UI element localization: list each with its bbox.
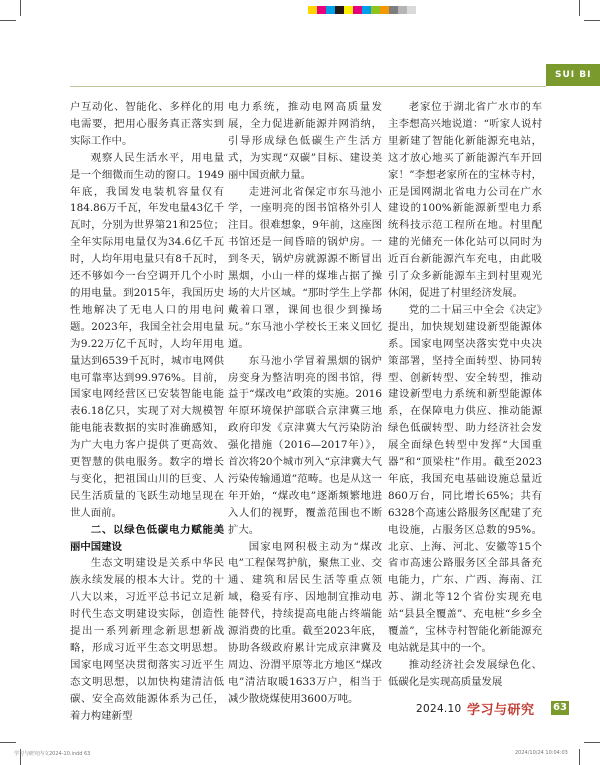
crop-mark bbox=[579, 749, 580, 765]
section-tab: SUI BI bbox=[546, 64, 600, 86]
color-swatch bbox=[326, 6, 335, 14]
crop-mark bbox=[0, 20, 16, 21]
body-paragraph: 国家电网积极主动为“煤改电”工程保驾护航，聚焦工业、交通、建筑和居民生活等重点领域，稳妥有序、因地制宜推动电能替代，持续提高电能占终端能源消费的比重。截至2023年底，协助各级政府累计完成京津冀及周边、汾渭平原等北方地区“煤改电”清洁取暖1633万户，相当于减少散烧煤使用3600万吨。 bbox=[228, 540, 382, 705]
issue-date: 2024.10 bbox=[416, 703, 462, 715]
color-swatch bbox=[371, 6, 380, 14]
color-swatch bbox=[353, 6, 362, 14]
body-paragraph: 东马池小学冒着黑烟的锅炉房变身为整洁明亮的图书馆，得益于“煤改电”政策的实施。2016年原环境保护部联合京津冀三地政府印发《京津冀大气污染防治强化措施（2016—2017年）》，首次将20个城市列入“京津冀大气污染传输通道”范畴。也是从这一年开始，“煤改电”逐渐频繁地进入人们的视野，覆盖范围也不断扩大。 bbox=[228, 354, 382, 536]
body-paragraph: 户互动化、智能化、多样化的用电需要，把用心服务真正落实到实际工作中。 bbox=[70, 101, 224, 147]
color-swatch bbox=[308, 6, 317, 14]
body-paragraph: 推动经济社会发展绿色化、低碳化是实现高质量发展 bbox=[388, 658, 542, 688]
color-swatch bbox=[398, 6, 407, 14]
article-column-3 bbox=[388, 99, 542, 749]
crop-mark bbox=[20, 0, 21, 16]
color-swatch bbox=[344, 6, 353, 14]
section-heading: 二、以绿色低碳电力赋能美丽中国建设 bbox=[70, 523, 224, 553]
print-slug-file: 学习与研究内文2024-10.indd 63 bbox=[14, 751, 91, 757]
crop-mark bbox=[0, 742, 16, 743]
crop-mark bbox=[584, 20, 600, 21]
color-swatch bbox=[380, 6, 389, 14]
article-column-2 bbox=[228, 99, 382, 749]
color-swatch bbox=[416, 6, 425, 14]
print-slug-timestamp: 2024/10/24 10:04:03 bbox=[515, 750, 568, 756]
color-swatch bbox=[407, 6, 416, 14]
body-paragraph: 观察人民生活水平，用电量是一个细微而生动的窗口。1949年底，我国发电装机容量仅有184.86万千瓦，年发电量43亿千瓦时，分别为世界第21和25位；全年实际用电量仅为34.6亿千瓦时，人均年用电量只有8千瓦时，还不够如今一台空调开几个小时的用电量。到2015年，我国历史性地解决了无电人口的用电问题。2023年，我国全社会用电量为9.22万亿千瓦时，人均年用电量达到6539千瓦时，城市电网供电可靠率达到99.976%。目前，国家电网经营区已安装智能电能表6.18亿只，实现了对大规模智能电能表数据的实时准确感知，为广大电力客户提供了更高效、更智慧的供电服务。数字的增长与变化，把祖国山川的巨变、人民生活质量的飞跃生动地呈现在世人面前。 bbox=[70, 151, 224, 519]
body-paragraph: 走进河北省保定市东马池小学，一座明亮的图书馆格外引人注目。很难想象，9年前，这座图书馆还是一间昏暗的锅炉房。一到冬天，锅炉房就源源不断冒出黑烟，小山一样的煤堆占据了操场的大片区域。“那时学生上学都戴着口罩，课间也很少到操场玩。”东马池小学校长王来义回忆道。 bbox=[228, 185, 382, 350]
color-calibration-bar bbox=[308, 6, 425, 14]
crop-mark bbox=[579, 0, 580, 16]
color-swatch bbox=[389, 6, 398, 14]
color-swatch bbox=[362, 6, 371, 14]
body-paragraph: 电力系统，推动电网高质量发展，全力促进新能源并网消纳，引导形成绿色低碳生产生活方式，为实现“双碳”目标、建设美丽中国贡献力量。 bbox=[228, 101, 382, 181]
body-paragraph: 生态文明建设是关系中华民族永续发展的根本大计。党的十八大以来，习近平总书记立足新时代生态文明建设实际，创造性提出一系列新理念新思想新战略，形成习近平生态文明思想。国家电网坚决贯彻落实习近平生态文明思想，以加快构建清洁低碳、安全高效能源体系为己任，着力构建新型 bbox=[70, 557, 224, 722]
crop-mark bbox=[584, 742, 600, 743]
article-column-1 bbox=[70, 99, 224, 749]
magazine-logo: 学习与研究 bbox=[467, 703, 535, 718]
color-swatch bbox=[317, 6, 326, 14]
page-number: 63 bbox=[553, 702, 567, 713]
body-paragraph: 党的二十届三中全会《决定》提出，加快规划建设新型能源体系。国家电网坚决落实党中央决策部署，坚持全面转型、协同转型、创新转型、安全转型，推动建设新型电力系统和新型能源体系，在保障电力供应、推动能源绿色低碳转型、助力经济社会发展全面绿色转型中发挥“大国重器”和“顶梁柱”作用。截至2023年底，我国充电基础设施总量近860万台，同比增长65%；共有6328个高速公路服务区配建了充电设施，占服务区总数的95%。北京、上海、河北、安徽等15个省市高速公路服务区全部具备充电能力，广东、广西、海南、江苏、湖北等12个省份实现充电站“县县全覆盖”、充电桩“乡乡全覆盖”，宝林寺村智能化新能源充电站就是其中的一个。 bbox=[388, 303, 542, 654]
body-paragraph: 老家位于湖北省广水市的车主李想高兴地说道：“听家人说村里新建了智能化新能源充电站，这才放心地买了新能源汽车开回家！”李想老家所在的宝林寺村，正是国网湖北省电力公司在广水建设的100%新能源新型电力系统科技示范工程所在地。村里配建的光储充一体化站可以同时为近百台新能源汽车充电，由此吸引了众多新能源车主到村里观光休闲，促进了村里经济发展。 bbox=[388, 101, 542, 299]
header-rule bbox=[70, 86, 546, 87]
color-swatch bbox=[335, 6, 344, 14]
